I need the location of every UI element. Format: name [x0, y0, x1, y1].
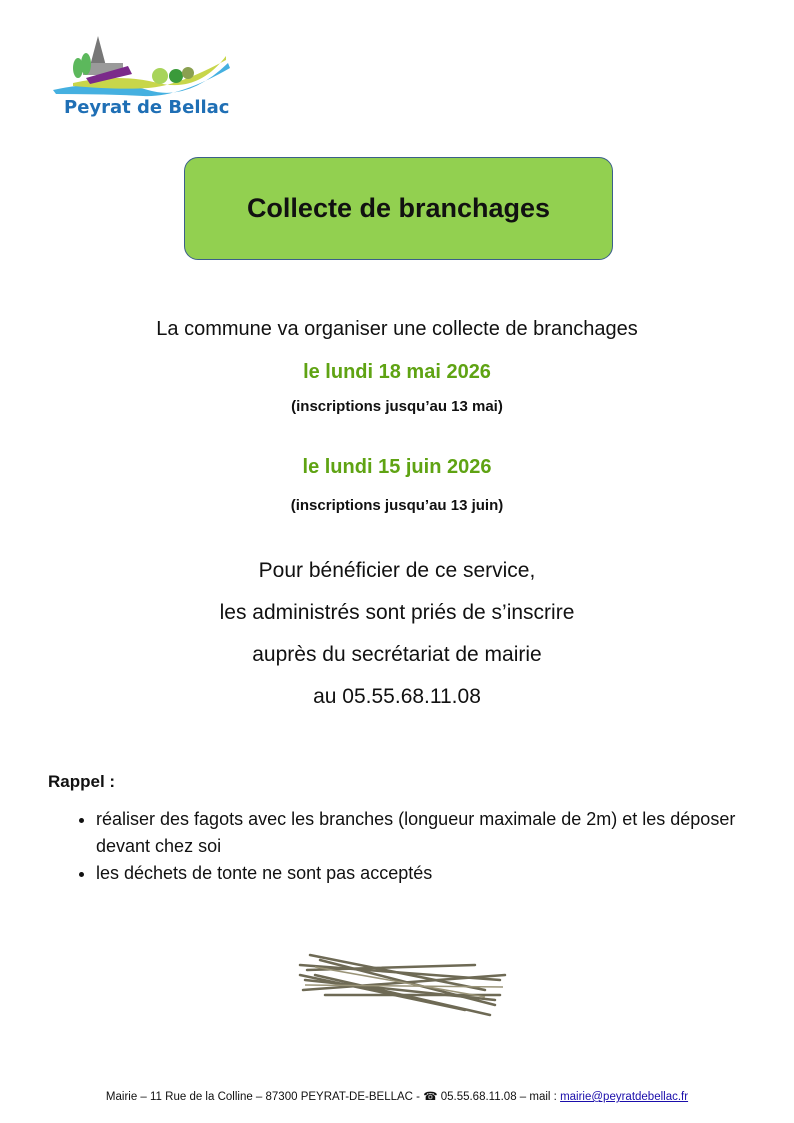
footer-address: Mairie – 11 Rue de la Colline – 87300 PEYRAT-DE-BELLAC -	[105, 1091, 424, 1103]
branches-image	[295, 925, 510, 1025]
phone-icon: ☎	[423, 1091, 438, 1103]
logo-text: Peyrat de Bellac	[64, 97, 230, 118]
list-item: • les déchets de tonte ne sont pas acceptés	[96, 860, 756, 887]
date-1: le lundi 18 mai 2026	[303, 361, 491, 383]
service-phone: au 05.55.68.11.08	[313, 685, 481, 708]
rappel-heading: Rappel :	[48, 772, 116, 791]
intro-text: La commune va organiser une collecte de branchages	[156, 318, 638, 340]
date-2-note: (inscriptions jusqu’au 13 juin)	[290, 497, 504, 514]
footer-phone: 05.55.68.11.08 – mail :	[437, 1091, 561, 1103]
service-line: les administrés sont priés de s’inscrire	[219, 601, 575, 624]
rappel-list	[54, 806, 756, 887]
email-link[interactable]: mairie@peyratdebellac.fr	[560, 1091, 689, 1103]
date-2: le lundi 15 juin 2026	[302, 456, 492, 478]
page-title: Collecte de branchages	[184, 157, 613, 260]
list-item: • réaliser des fagots avec les branches (longueur maximale de 2m) et les déposer devant chez soi	[96, 806, 756, 860]
footer	[0, 1089, 794, 1103]
date-1-note: (inscriptions jusqu’au 13 mai)	[291, 398, 503, 415]
service-line: auprès du secrétariat de mairie	[252, 643, 542, 666]
service-line: Pour bénéficier de ce service,	[258, 559, 536, 582]
